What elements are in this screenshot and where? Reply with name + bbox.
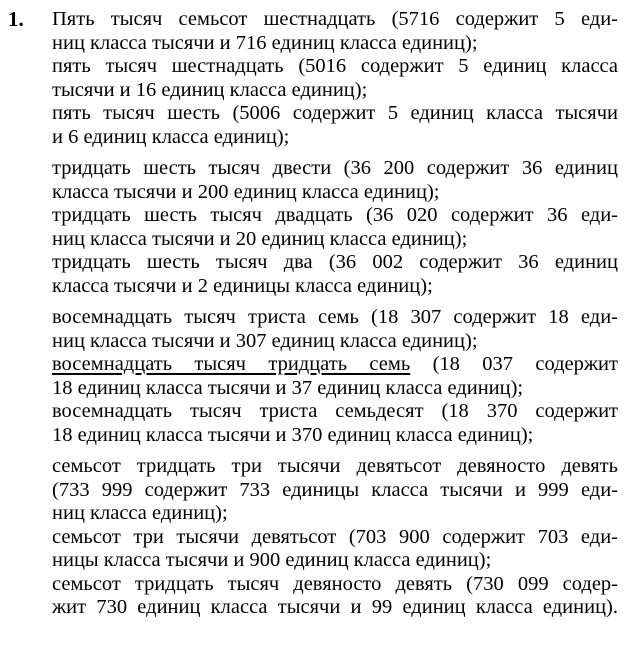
- answer-entry: [52, 8, 618, 55]
- answer-entry: [52, 353, 618, 400]
- answer-entry: [52, 102, 618, 149]
- entry-line: класса тысячи и 2 единицы класса единиц);: [52, 274, 433, 297]
- entry-line: ниц класса тысячи и 716 единиц класса единиц);: [52, 31, 478, 54]
- answer-entry: [52, 157, 618, 204]
- entry-line: ниц класса единиц);: [52, 502, 228, 524]
- entry-line-rest: (18 037 содержит: [410, 353, 618, 375]
- entry-line: 18 единиц класса тысячи и 370 единиц класса единиц);: [52, 423, 534, 446]
- entry-line: ниц класса тысячи и 307 единиц класса единиц);: [52, 329, 478, 352]
- entry-line: 18 единиц класса тысячи и 37 единиц класса единиц);: [52, 376, 524, 399]
- entry-line: тридцать шесть тысяч двести (36 200 содержит 36 единиц: [52, 157, 618, 179]
- entry-line: пять тысяч шестнадцать (5016 содержит 5 единиц класса: [52, 55, 618, 77]
- entry-line: семьсот тридцать тысяч девяносто девять (730 099 содер-: [52, 572, 618, 595]
- answer-list: [52, 8, 618, 620]
- answer-entry: [52, 204, 618, 251]
- entry-line: тридцать шесть тысяч двадцать (36 020 содержит 36 еди-: [52, 204, 618, 226]
- entry-line: семьсот три тысячи девятьсот (703 900 содержит 703 еди-: [52, 525, 618, 548]
- answer-entry: [52, 573, 618, 620]
- exercise-number: 1.: [8, 7, 24, 31]
- entry-line-with-underline: [52, 353, 618, 377]
- entry-line: пять тысяч шесть (5006 содержит 5 единиц класса тысячи: [52, 102, 618, 124]
- answer-entry: [52, 526, 618, 573]
- answer-entry: [52, 55, 618, 102]
- entry-line: Пять тысяч семьсот шестнадцать (5716 содержит 5 еди-: [52, 8, 618, 30]
- entry-line: восемнадцать тысяч триста семьдесят (18 370 содержит: [52, 400, 618, 422]
- entry-line: (733 999 содержит 733 единицы класса тысячи и 999 еди-: [52, 478, 618, 501]
- answer-entry: [52, 306, 618, 353]
- answer-entry: [52, 251, 618, 298]
- entry-line: тридцать шесть тысяч два (36 002 содержит 36 единиц: [52, 251, 618, 273]
- answer-entry: [52, 400, 618, 447]
- entry-line: восемнадцать тысяч триста семь (18 307 содержит 18 еди-: [52, 306, 618, 328]
- underlined-phrase: восемнадцать тысяч тридцать семь: [52, 353, 411, 375]
- entry-line: тысячи и 16 единиц класса единиц);: [52, 78, 368, 101]
- answer-entry: [52, 455, 618, 526]
- entry-line: и 6 единиц класса единиц);: [52, 125, 290, 148]
- entry-line: класса тысячи и 200 единиц класса единиц);: [52, 180, 440, 203]
- entry-line: жит 730 единиц класса тысячи и 99 единиц класса единиц).: [52, 596, 618, 618]
- entry-line: ниц класса тысячи и 20 единиц класса единиц);: [52, 227, 468, 250]
- entry-line: семьсот тридцать три тысячи девятьсот девяносто девять: [52, 455, 618, 477]
- entry-line: ницы класса тысячи и 900 единиц класса единиц);: [52, 549, 492, 571]
